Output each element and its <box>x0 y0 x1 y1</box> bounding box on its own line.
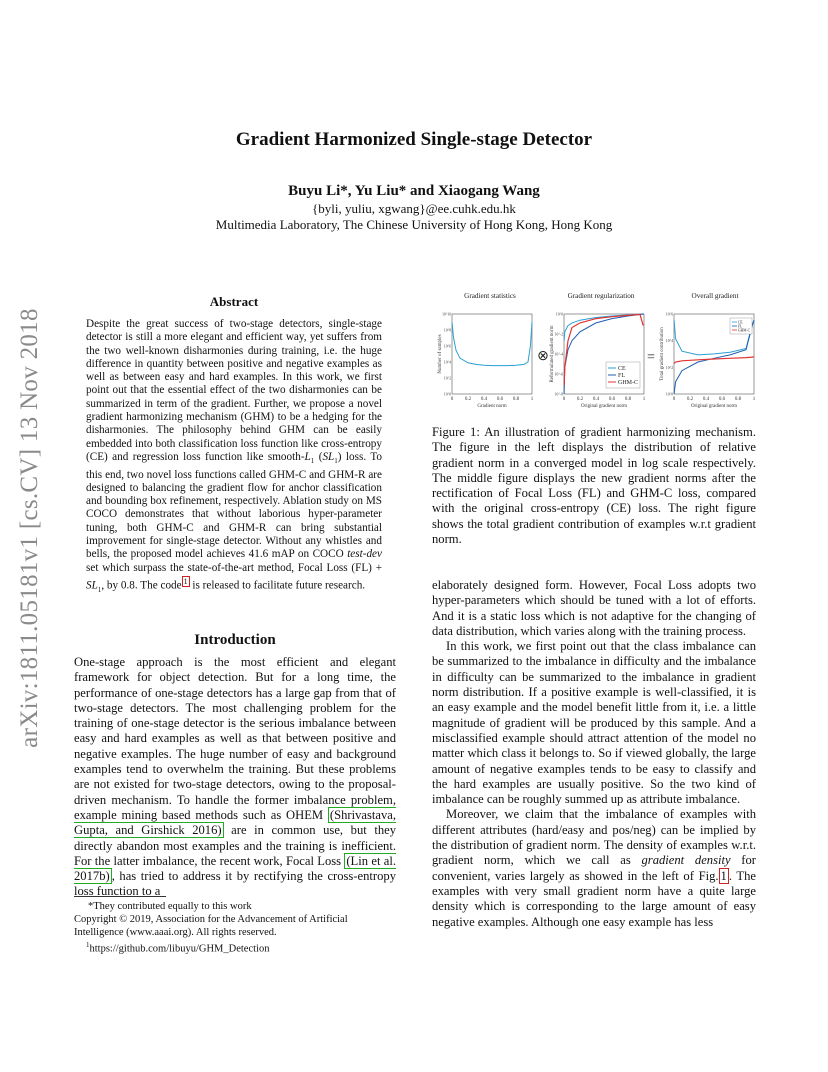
x-tick-label: 0.6 <box>718 397 726 402</box>
equals-symbol: = <box>647 350 655 365</box>
panel2-title: Gradient regularization <box>567 292 635 300</box>
figure-reference-link[interactable]: 1 <box>720 868 727 883</box>
y-tick-label: 10^-4 <box>554 352 563 357</box>
y-tick-label: 10^6 <box>443 344 451 349</box>
y-tick-label: 10^2 <box>443 376 451 381</box>
author-emails: {byli, yuliu, xgwang}@ee.cuhk.edu.hk <box>312 201 516 216</box>
panel3-title: Overall gradient <box>691 292 739 300</box>
svg-text:Number of samples: Number of samples <box>438 334 443 374</box>
footnote-code-url: $^1$https://github.com/libuyu/GHM_Detection <box>86 941 270 955</box>
svg-text:FL: FL <box>618 373 626 379</box>
x-tick-label: 0.8 <box>624 397 632 402</box>
abstract-body: Despite the great success of two-stage detectors, single-stage detector is still a more elegant and efficient way, yet suffers from the two well-known disharmonies during training, i.e. the huge difference in quantity between positive and negative examples as well as between easy and hard examples. In this work, we first point out that the essential effect of the two disharmonies can be summarized in term of the gradient. Further, we propose a novel gradient harmonizing mechanism (GHM) to be a hedging for the disharmonies. The philosophy behind GHM can be easily embedded into both classification loss function like cross-entropy (CE) and regression loss function like smooth-$L_1$ $(SL_1)$ loss. To this end, two novel loss functions called GHM-C and GHM-R are designed to balancing the gradient flow for anchor classification and bounding box refinement, respectively. Ablation study on MS COCO demonstrates that without laborious hyper-parameter tuning, both GHM-C and GHM-R can bring substantial improvement for single-stage detector. Without any whistles and bells, the proposed model achieves 41.6 mAP on COCO test-dev set which surpass the state-of-the-art method, Focal Loss $(FL) + SL_1$, by 0.8. The code $^1$ is released to facilitate future research. <box>86 318 382 594</box>
x-tick-label: 0.2 <box>576 397 584 402</box>
panel2-legend <box>606 362 640 388</box>
x-tick-label: 0.4 <box>592 397 600 402</box>
x-tick-label: 0.6 <box>608 397 616 402</box>
figure-caption: Figure 1: An illustration of gradient harmonizing mechanism. The figure in the left displays the distribution of relative gradient norm in a converged model in log scale respectively. The middle figure displays the new gradient norms after the rectification of Focal Loss (FL) and GHM-C loss, compared with the original cross-entropy (CE) loss. The right figure shows the total gradient contribution of examples w.r.t gradient norm. <box>432 425 756 547</box>
svg-text:Reformulated gradient norm: Reformulated gradient norm <box>550 325 555 383</box>
y-tick-label: 10^8 <box>443 328 451 333</box>
x-tick-label: 0 <box>450 397 454 402</box>
y-tick-label: 10^4 <box>665 339 673 344</box>
panel3-legend <box>730 318 752 334</box>
footnotes <box>74 900 396 956</box>
y-tick-label: 10^0 <box>555 312 563 317</box>
paragraph: elaborately designed form. However, Focal Loss adopts two hyper-parameters which should be tuned with a lot of efforts. And it is a static loss which is not adaptive for the changing of data distribution, which varies along with the training process. <box>432 578 756 638</box>
svg-text:FL: FL <box>738 324 743 329</box>
x-tick-label: 1 <box>530 397 534 402</box>
y-tick-label: 10^0 <box>665 392 673 397</box>
y-tick-label: 10^-8 <box>554 392 563 397</box>
times-symbol: ⊗ <box>537 349 549 364</box>
y-tick-label: 10^10 <box>442 312 451 317</box>
gradient-statistics-line <box>452 322 532 366</box>
figure-1 <box>430 288 758 413</box>
panel2-plot <box>550 313 646 410</box>
x-tick-label: 0.4 <box>702 397 710 402</box>
y-tick-label: 10^4 <box>443 360 451 365</box>
panel3-plot <box>660 313 756 410</box>
x-tick-label: 0.8 <box>734 397 742 402</box>
panel1-plot <box>438 313 534 410</box>
x-tick-label: 0.4 <box>480 397 488 402</box>
y-tick-label: 10^0 <box>443 392 451 397</box>
x-tick-label: 0.2 <box>464 397 472 402</box>
y-tick-label: 10^-2 <box>554 332 563 337</box>
x-tick-label: 0.2 <box>686 397 694 402</box>
abstract-heading: Abstract <box>209 294 259 309</box>
x-tick-label: 0 <box>562 397 566 402</box>
copyright-notice: Copyright © 2019, Association for the Advancement of Artificial Intelligence (www.aaai.org). All rights reserved. <box>74 914 348 938</box>
svg-text:Original gradient norm: Original gradient norm <box>690 404 738 409</box>
x-tick-label: 1 <box>752 397 756 402</box>
citation-link[interactable]: (Lin et al. 2017b) <box>74 853 396 884</box>
footnote-equal: *They contributed equally to this work <box>88 901 252 912</box>
y-tick-label: 10^2 <box>665 365 673 370</box>
svg-text:GHM-C: GHM-C <box>618 380 639 386</box>
svg-text:Original gradient norm: Original gradient norm <box>580 404 628 409</box>
svg-text:CE: CE <box>618 366 626 372</box>
arxiv-stamp: arXiv:1811.05181v1 [cs.CV] 13 Nov 2018 <box>16 308 43 748</box>
svg-text:CE: CE <box>738 320 743 325</box>
introduction-body: One-stage approach is the most efficient and elegant framework for object detection. But for a long time, the performance of one-stage detectors has a large gap from that of two-stage detectors. The most challenging problem for the training of one-stage detector is the serious imbalance between easy and hard examples as well as that between positive and negative examples. The huge number of easy and background examples tend to overwhelm the training. But these problems are not existed for two-stage detectors, owing to the proposal-driven mechanism. To handle the former imbalance problem, example mining based methods such as OHEM (Shrivastava, Gupta, and Girshick 2016) are in common use, but they directly abandon most examples and the training is inefficient. For the latter imbalance, the recent work, Focal Loss (Lin et al. 2017b) , has tried to address it by rectifying the cross-entropy loss function to a <box>74 655 396 899</box>
svg-text:Total gradient contribution: Total gradient contribution <box>660 327 665 381</box>
paragraph: In this work, we first point out that the class imbalance can be summarized to the imbalance in difficulty and the imbalance in difficulty can be summarized to the imbalance in gradient norm distribution. If a positive example is well-classified, it is an easy example and the model benefit little from it, i.e. a little magnitude of gradient will be produced by this sample. And a misclassified example should attract attention of the model no matter which class it belongs to. So if viewed globally, the large amount of negative examples tends to be easy to classify and the hard examples are usually positive. So the two kind of imbalance can be roughly summed up as attribute imbalance. <box>432 639 756 807</box>
introduction-heading: Introduction <box>194 632 276 648</box>
panel1-title: Gradient statistics <box>464 292 516 300</box>
footnote-link[interactable]: 1 <box>183 576 188 586</box>
right-column-body <box>432 578 756 930</box>
paper-title: Gradient Harmonized Single-stage Detector <box>235 129 593 150</box>
x-tick-label: 0.6 <box>496 397 504 402</box>
paper-authors: Buyu Li*, Yu Liu* and Xiaogang Wang <box>288 183 540 199</box>
paragraph: Moreover, we claim that the imbalance of examples with different attributes (hard/easy and pos/neg) can be implied by the distribution of gradient norm. The density of examples w.r.t. gradient norm, which we call as gradient density for convenient, varies largely as showed in the left of Fig. 1 . The examples with very small gradient norm have a quite large density which is corresponding to the large amount of easy negative examples. Although one easy example has less <box>432 807 756 929</box>
x-tick-label: 1 <box>642 397 646 402</box>
y-tick-label: 10^6 <box>665 312 673 317</box>
author-affiliation: Multimedia Laboratory, The Chinese University of Hong Kong, Hong Kong <box>215 217 613 232</box>
y-tick-label: 10^-6 <box>554 372 563 377</box>
x-tick-label: 0.8 <box>512 397 520 402</box>
ghmc-total-line <box>674 357 754 364</box>
citation-link[interactable]: (Shrivastava, Gupta, and Girshick 2016) <box>74 807 396 838</box>
svg-text:GHM-C: GHM-C <box>738 328 750 333</box>
svg-text:Gradient norm: Gradient norm <box>477 404 507 409</box>
x-tick-label: 0 <box>672 397 676 402</box>
